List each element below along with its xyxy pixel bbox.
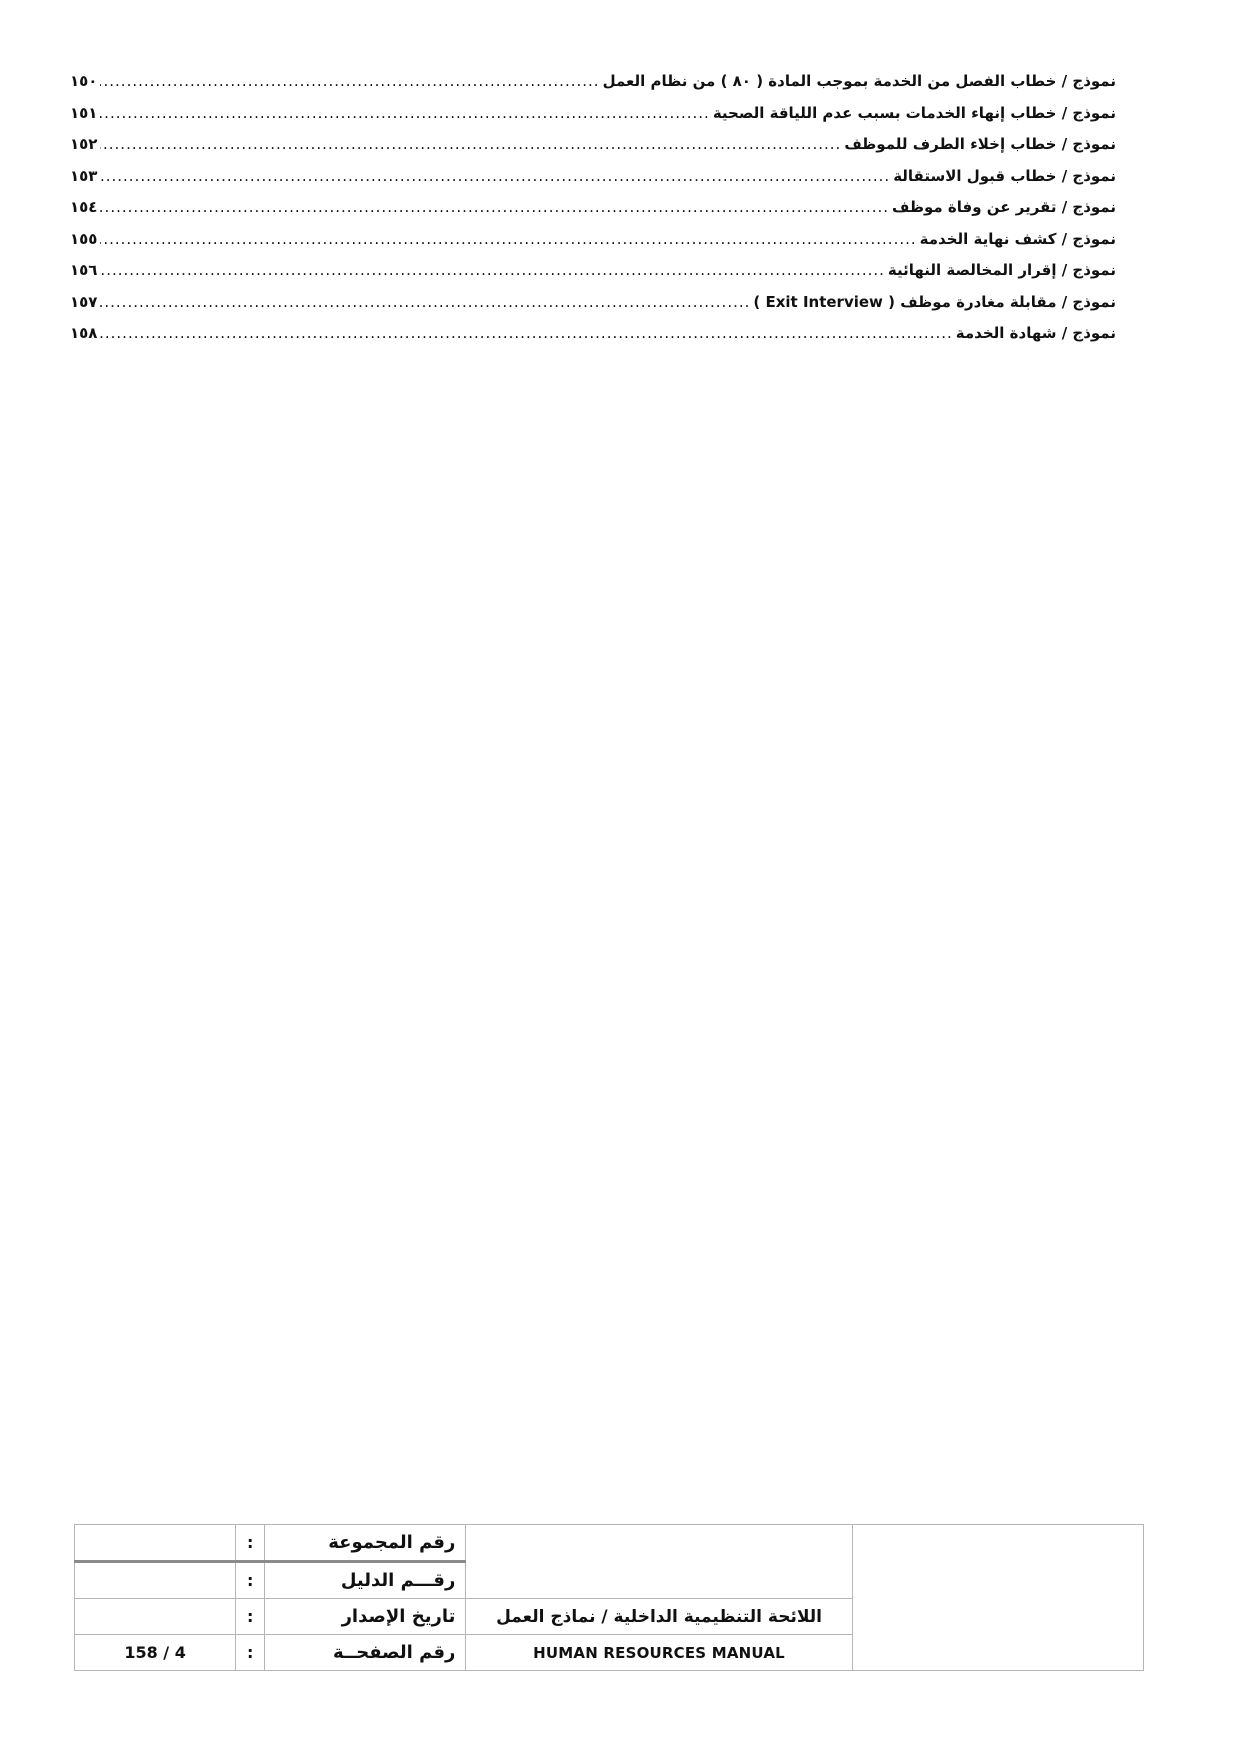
toc-dot-leader [100, 72, 599, 90]
toc-dot-leader [100, 135, 841, 153]
toc-entry-page: ١٥١ [70, 103, 98, 122]
toc-entry[interactable] [70, 198, 1116, 230]
toc-entry-title: نموذج / خطاب إخلاء الطرف للموظف [844, 135, 1116, 153]
toc-entry[interactable] [70, 72, 1116, 104]
manual-number-label: رقـــم الدليل [265, 1562, 466, 1599]
colon: : [236, 1562, 265, 1599]
toc-entry-page: ١٥٦ [70, 261, 98, 279]
table-of-contents [70, 72, 1116, 356]
toc-entry-title: نموذج / تقرير عن وفاة موظف [892, 198, 1116, 216]
toc-entry-page: ١٥٨ [70, 324, 98, 342]
document-title-arabic: اللائحة التنظيمية الداخلية / نماذج العمل [466, 1599, 852, 1635]
logo-area [852, 1635, 1143, 1671]
logo-area [852, 1562, 1143, 1599]
toc-entry-page: ١٥٥ [70, 229, 98, 248]
toc-entry-title: نموذج / مقابلة مغادرة موظف ( Exit Interview ) [753, 292, 1116, 311]
toc-entry-title: نموذج / خطاب قبول الاستقالة [893, 166, 1116, 185]
logo-area [852, 1525, 1143, 1562]
toc-entry-title: نموذج / كشف نهاية الخدمة [919, 229, 1116, 248]
toc-dot-leader [100, 230, 916, 248]
toc-entry[interactable] [70, 324, 1116, 356]
toc-dot-leader [100, 104, 709, 122]
toc-dot-leader [100, 198, 889, 216]
toc-entry-page: ١٥٧ [70, 292, 98, 311]
issue-date-value [75, 1599, 236, 1635]
title-cell-blank [466, 1562, 852, 1599]
toc-entry-page: ١٥٢ [70, 135, 98, 153]
page-number-label: رقم الصفحــة [265, 1635, 466, 1671]
colon: : [236, 1525, 265, 1562]
toc-entry-title: نموذج / خطاب إنهاء الخدمات بسبب عدم اللياقة الصحية [712, 103, 1116, 122]
group-number-label: رقم المجموعة [265, 1525, 466, 1562]
toc-entry-page: ١٥٣ [70, 166, 98, 185]
document-title-english: HUMAN RESOURCES MANUAL [466, 1635, 852, 1671]
manual-number-value [75, 1562, 236, 1599]
toc-dot-leader [100, 167, 890, 185]
issue-date-label: تاريخ الإصدار [265, 1599, 466, 1635]
toc-entry[interactable] [70, 293, 1116, 325]
toc-entry[interactable] [70, 230, 1116, 262]
toc-entry[interactable] [70, 104, 1116, 136]
logo-area [852, 1599, 1143, 1635]
title-cell-blank [466, 1525, 852, 1562]
toc-entry-title: نموذج / خطاب الفصل من الخدمة بموجب المادة ( ٨٠ ) من نظام العمل [602, 72, 1116, 90]
toc-dot-leader [100, 293, 750, 311]
document-footer-table [74, 1524, 1144, 1671]
toc-entry[interactable] [70, 167, 1116, 199]
group-number-value [75, 1525, 236, 1562]
toc-entry[interactable] [70, 261, 1116, 293]
toc-entry-title: نموذج / شهادة الخدمة [955, 324, 1116, 342]
toc-entry-page: ١٥٤ [70, 198, 98, 216]
toc-entry[interactable] [70, 135, 1116, 167]
toc-entry-page: ١٥٠ [70, 72, 98, 90]
toc-dot-leader [100, 261, 884, 279]
toc-dot-leader [100, 324, 952, 342]
colon: : [236, 1599, 265, 1635]
toc-entry-title: نموذج / إقرار المخالصة النهائية [887, 261, 1116, 279]
page-number-value: 158 / 4 [75, 1635, 236, 1671]
colon: : [236, 1635, 265, 1671]
